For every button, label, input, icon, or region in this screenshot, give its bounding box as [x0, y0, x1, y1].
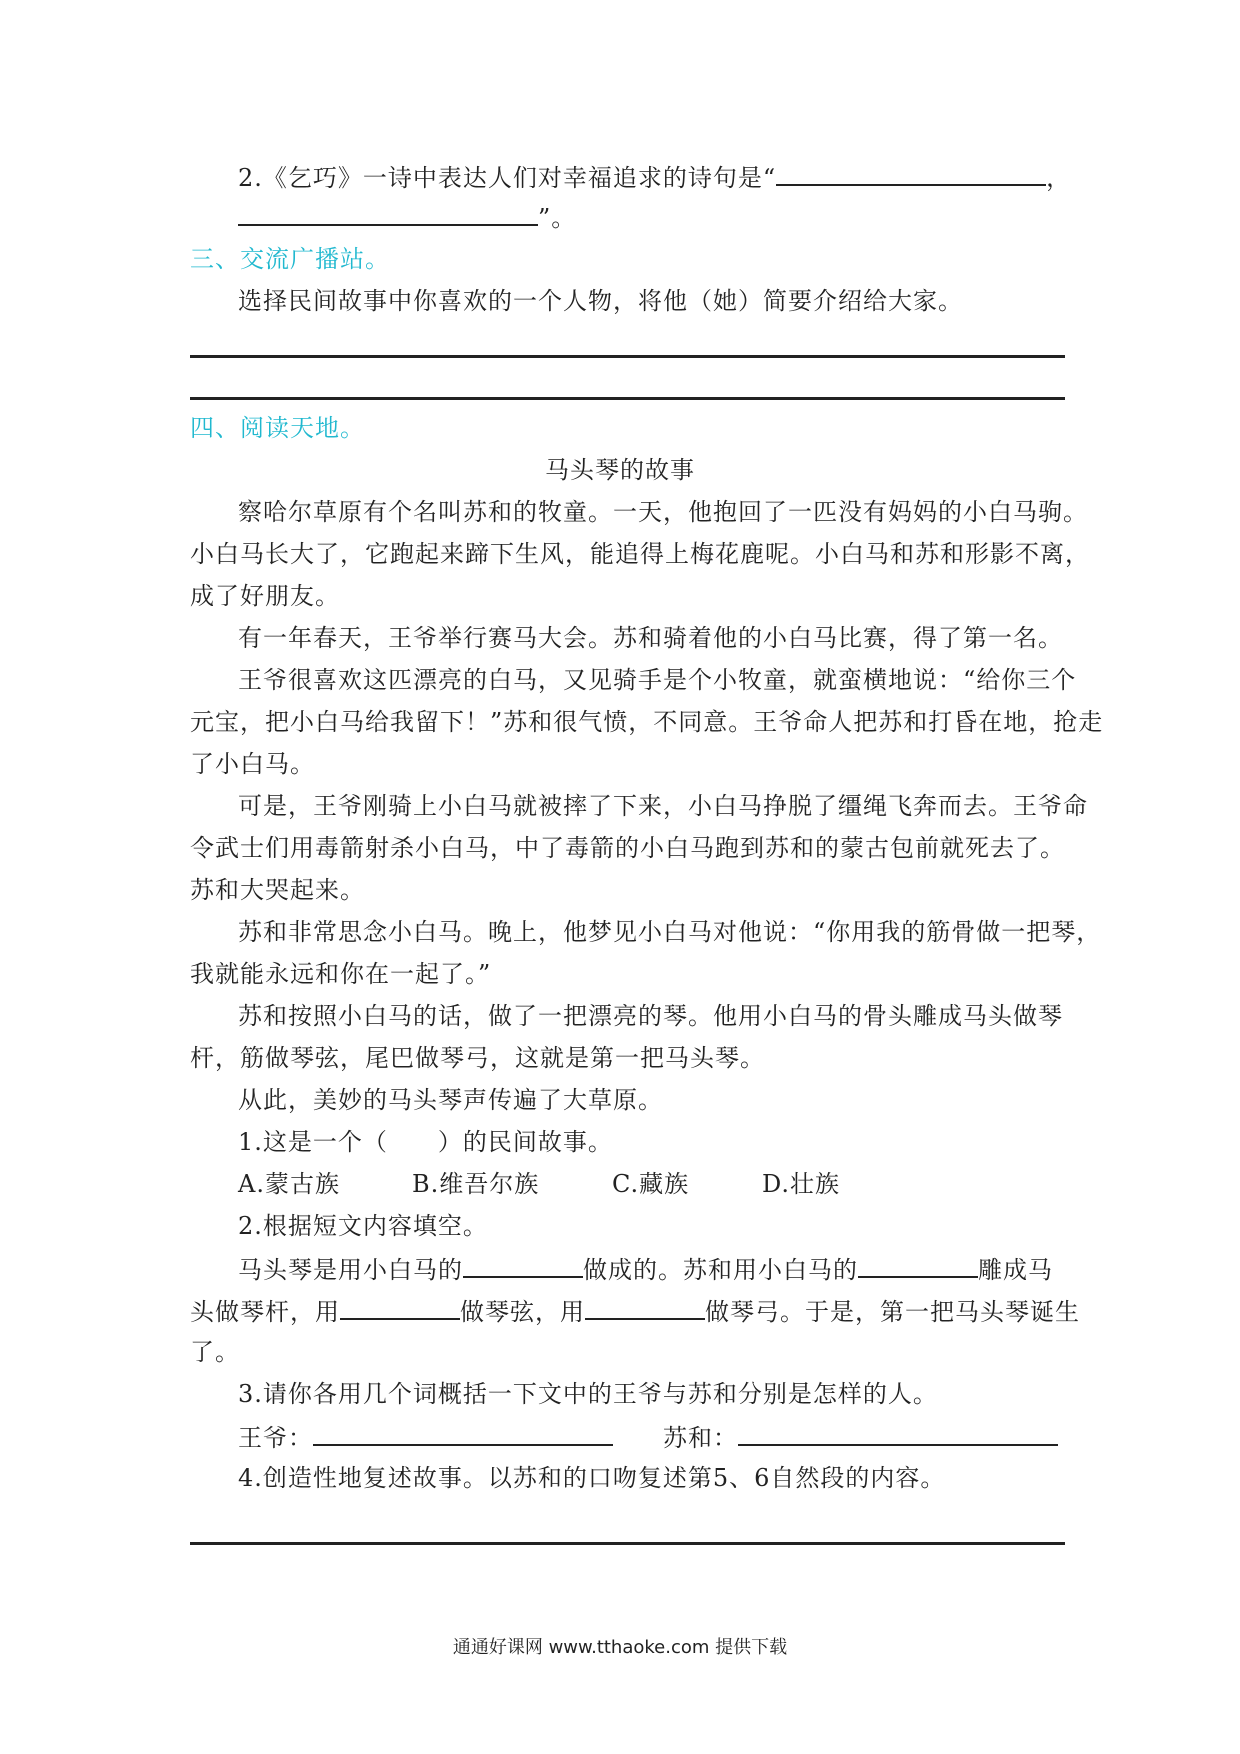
question-2: 2.根据短文内容填空。	[238, 1212, 488, 1240]
story-line: 苏和非常思念小白马。晚上，他梦见小白马对他说：“你用我的筋骨做一把琴，	[238, 918, 1102, 946]
question-3: 3.请你各用几个词概括一下文中的王爷与苏和分别是怎样的人。	[238, 1380, 938, 1408]
fill-text: 做琴弓。于是，第一把马头琴诞生	[705, 1298, 1080, 1326]
story-line: 杆，筋做琴弦，尾巴做琴弓，这就是第一把马头琴。	[190, 1044, 765, 1072]
question-2-line2	[190, 1294, 1080, 1328]
footer-text: 通通好课网 www.tthaoke.com 提供下载	[452, 1637, 788, 1658]
answer-line[interactable]	[190, 1542, 1065, 1545]
answer-line[interactable]	[190, 355, 1065, 358]
answer-label-wangye: 王爷：	[238, 1424, 313, 1452]
story-line: 了小白马。	[190, 750, 315, 778]
fill-text: 做琴弦，用	[460, 1298, 585, 1326]
option-a[interactable]: A.蒙古族	[238, 1170, 340, 1198]
question-2-line3: 了。	[190, 1338, 240, 1366]
option-c[interactable]: C.藏族	[612, 1170, 690, 1198]
section4-heading: 四、阅读天地。	[190, 414, 365, 442]
question-3-answers	[238, 1420, 1058, 1454]
fill-text: 头做琴杆，用	[190, 1298, 340, 1326]
story-line: 王爷很喜欢这匹漂亮的白马，又见骑手是个小牧童，就蛮横地说：“给你三个	[238, 666, 1077, 694]
story-line: 元宝，把小白马给我留下！”苏和很气愤，不同意。王爷命人把苏和打昏在地，抢走	[190, 708, 1104, 736]
story-line: 从此，美妙的马头琴声传遍了大草原。	[238, 1086, 663, 1114]
poem-question-text: 2.《乞巧》一诗中表达人们对幸福追求的诗句是“	[238, 164, 777, 192]
answer-blank[interactable]	[776, 160, 1046, 186]
answer-line[interactable]	[190, 397, 1065, 400]
story-line: 苏和大哭起来。	[190, 876, 365, 904]
answer-blank[interactable]	[858, 1252, 978, 1278]
fill-text: 马头琴是用小白马的	[238, 1256, 463, 1284]
story-line: 有一年春天，王爷举行赛马大会。苏和骑着他的小白马比赛，得了第一名。	[238, 624, 1063, 652]
poem-question-line2	[238, 200, 576, 234]
story-line: 苏和按照小白马的话，做了一把漂亮的琴。他用小白马的骨头雕成马头做琴	[238, 1002, 1063, 1030]
story-title: 马头琴的故事	[545, 456, 695, 484]
question-4: 4.创造性地复述故事。以苏和的口吻复述第5、6自然段的内容。	[238, 1464, 946, 1492]
answer-blank[interactable]	[340, 1294, 460, 1320]
option-d[interactable]: D.壮族	[762, 1170, 841, 1198]
story-line: 小白马长大了，它跑起来蹄下生风，能追得上梅花鹿呢。小白马和苏和形影不离，	[190, 540, 1090, 568]
answer-blank-suhe[interactable]	[738, 1420, 1058, 1446]
answer-blank-wangye[interactable]	[313, 1420, 613, 1446]
question-2-line1	[238, 1252, 1053, 1286]
question-1: 1.这是一个（ ）的民间故事。	[238, 1128, 613, 1156]
punctuation: ”。	[538, 204, 577, 232]
story-line: 成了好朋友。	[190, 582, 340, 610]
punctuation: ，	[1046, 164, 1072, 192]
answer-blank[interactable]	[463, 1252, 583, 1278]
option-b[interactable]: B.维吾尔族	[412, 1170, 540, 1198]
section3-heading: 三、交流广播站。	[190, 245, 390, 273]
story-line: 令武士们用毒箭射杀小白马，中了毒箭的小白马跑到苏和的蒙古包前就死去了。	[190, 834, 1065, 862]
answer-label-suhe: 苏和：	[663, 1424, 738, 1452]
fill-text: 做成的。苏和用小白马的	[583, 1256, 858, 1284]
answer-blank[interactable]	[238, 200, 538, 226]
story-line: 察哈尔草原有个名叫苏和的牧童。一天，他抱回了一匹没有妈妈的小白马驹。	[238, 498, 1088, 526]
answer-blank[interactable]	[585, 1294, 705, 1320]
story-line: 我就能永远和你在一起了。”	[190, 960, 492, 988]
fill-text: 雕成马	[978, 1256, 1053, 1284]
story-line: 可是，王爷刚骑上小白马就被摔了下来，小白马挣脱了缰绳飞奔而去。王爷命	[238, 792, 1088, 820]
section3-prompt: 选择民间故事中你喜欢的一个人物，将他（她）简要介绍给大家。	[238, 287, 963, 315]
poem-question-line1	[238, 160, 1071, 194]
